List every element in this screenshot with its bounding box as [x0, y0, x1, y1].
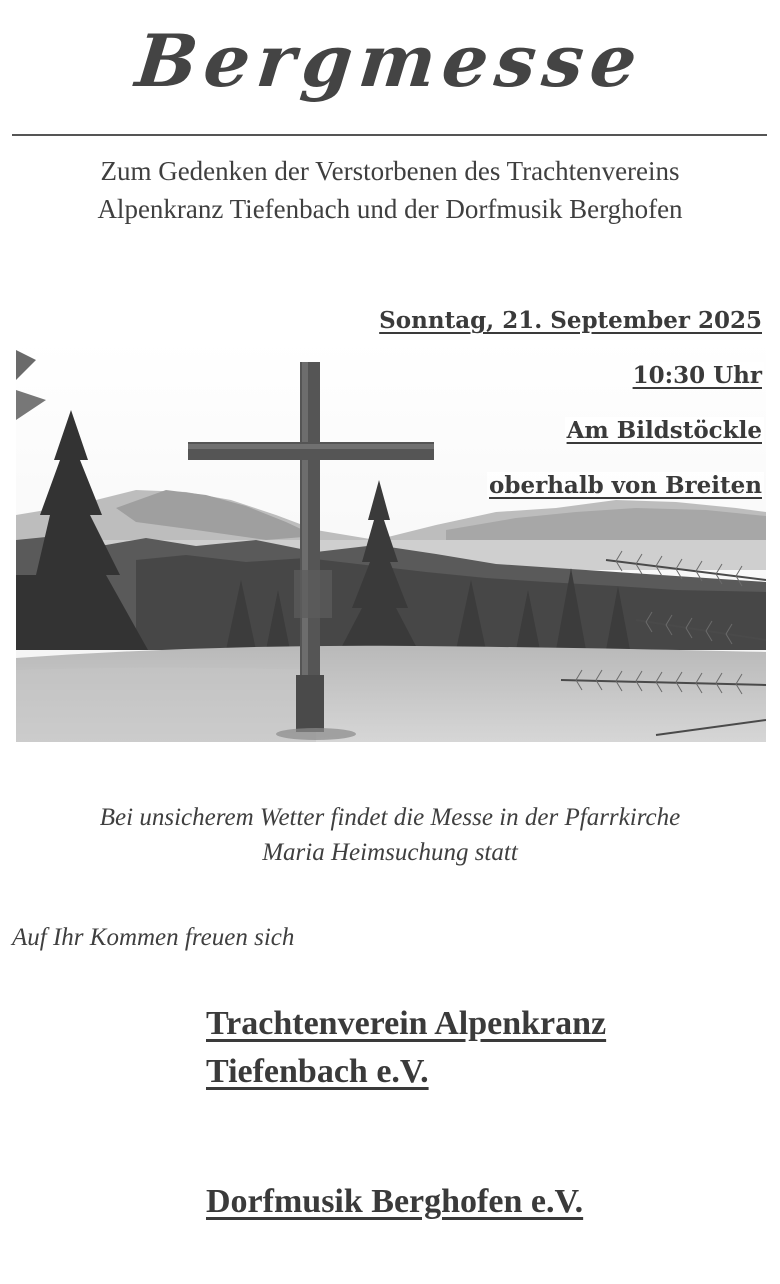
- event-date: Sonntag, 21. September 2025: [379, 307, 762, 334]
- subtitle-line-2: Alpenkranz Tiefenbach und der Dorfmusik Berghofen: [97, 194, 683, 224]
- organizer-1-line-1: Trachtenverein Alpenkranz: [206, 1005, 607, 1042]
- weather-note: [20, 800, 760, 870]
- welcome-text: Auf Ihr Kommen freuen sich: [12, 924, 295, 951]
- organizer-1-line-2: Tiefenbach e.V.: [206, 1053, 429, 1090]
- event-place: Am Bildstöckle: [566, 417, 762, 444]
- event-place-detail: oberhalb von Breiten: [489, 472, 762, 499]
- organizer-trachtenverein: [206, 1000, 606, 1096]
- title-divider: [12, 134, 767, 136]
- event-time-line: [284, 357, 764, 412]
- page-title: Bergmesse: [132, 18, 648, 103]
- event-date-line: [284, 302, 764, 357]
- weather-note-line-1: Bei unsicherem Wetter findet die Messe in der Pfarrkirche: [99, 804, 681, 831]
- event-place-detail-line: [284, 467, 764, 522]
- event-time: 10:30 Uhr: [632, 362, 762, 389]
- event-place-line: [284, 412, 764, 467]
- event-details: [284, 302, 764, 522]
- organizer-2: Dorfmusik Berghofen e.V.: [206, 1183, 584, 1220]
- subtitle-line-1: Zum Gedenken der Verstorbenen des Trachtenvereins: [100, 156, 680, 186]
- organizer-dorfmusik: [206, 1178, 583, 1226]
- weather-note-line-2: Maria Heimsuchung statt: [262, 839, 518, 866]
- subtitle: [20, 152, 760, 228]
